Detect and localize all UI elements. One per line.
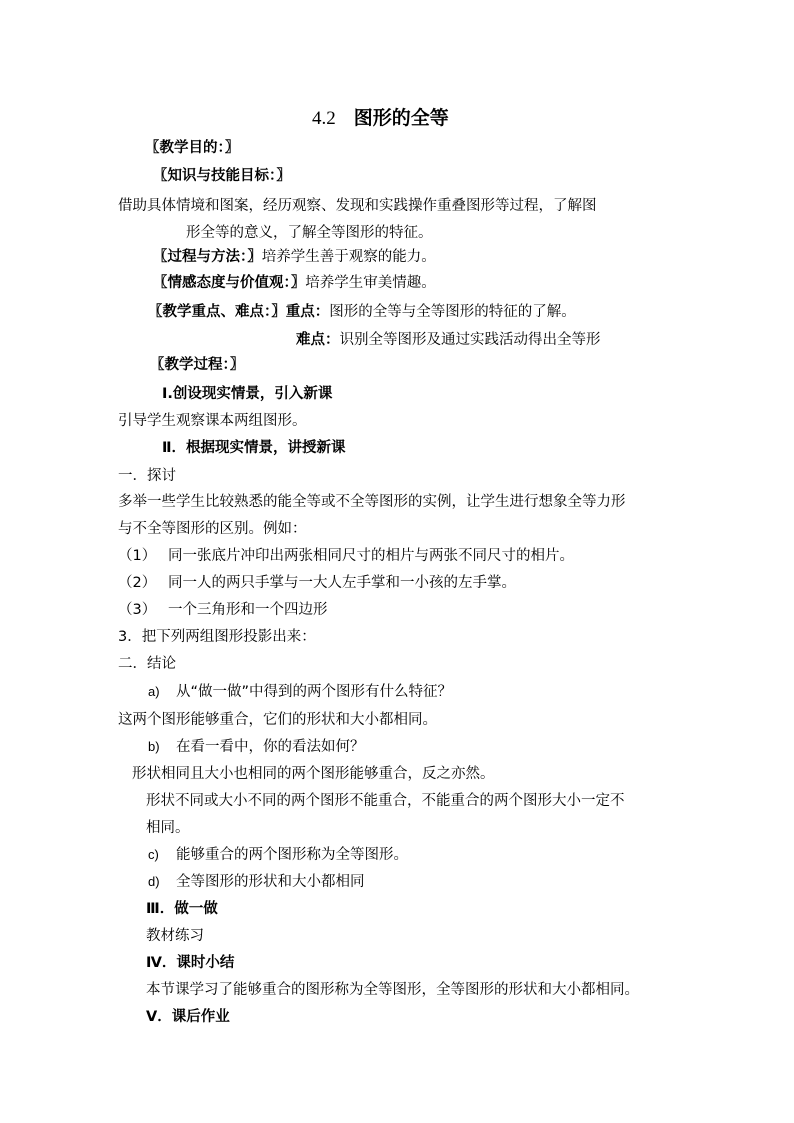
example-text: 同一人的两只手掌与一大人左手掌和一小孩的左手掌。: [168, 575, 516, 591]
question-text: 在看一看中，你的看法如何？: [176, 739, 365, 755]
section-3-text: 教材练习: [146, 928, 204, 944]
example-text: 同一张底片冲印出两张相同尺寸的相片与两张不同尺寸的相片。: [168, 548, 574, 564]
section-5-heading: Ⅴ．课后作业: [146, 1009, 230, 1025]
emotion-text: 培养学生审美情趣。: [305, 275, 436, 291]
process-method-text: 培养学生善于观察的能力。: [261, 249, 436, 265]
example-item: [118, 573, 516, 593]
knowledge-text-line2: 形全等的意义，了解全等图形的特征。: [186, 225, 433, 241]
question-a: [148, 682, 452, 702]
part-1-heading: 一．探讨: [118, 468, 176, 484]
knowledge-text-line1: 借助具体情境和图案，经历观察、发现和实践操作重叠图形等过程，了解图: [118, 198, 597, 214]
section-1-text: 引导学生观察课本两组图形。: [118, 413, 307, 429]
answer-a: 这两个图形能够重合，它们的形状和大小都相同。: [118, 712, 437, 728]
example-item: [118, 600, 328, 620]
emotion-line: [153, 273, 436, 293]
question-marker: a): [148, 684, 160, 699]
teaching-goal-heading: 〖教学目的：〗: [145, 140, 240, 156]
question-text: 能够重合的两个图形称为全等图形。: [176, 847, 408, 863]
section-4-heading: Ⅳ．课时小结: [146, 955, 235, 971]
difficulty-prefix: 难点：: [296, 332, 340, 348]
answer-b: 形状相同且大小也相同的两个图形能够重合，反之亦然。: [132, 766, 495, 782]
question-marker: c): [148, 847, 159, 862]
title-text: 图形的全等: [353, 107, 449, 129]
knowledge-goal-heading: 〖知识与技能目标：〗: [153, 168, 291, 184]
key-points-line: [148, 302, 576, 322]
section-3-heading: Ⅲ．做一做: [146, 901, 218, 917]
key-points-label: 〖教学重点、难点：〗: [148, 304, 286, 320]
section-1-heading: Ⅰ.创设现实情景，引入新课: [162, 386, 333, 402]
part-1-text-line2: 与不全等图形的区别。例如：: [118, 521, 307, 537]
note-b-line1: 形状不同或大小不同的两个图形不能重合，不能重合的两个图形大小一定不: [146, 793, 625, 809]
example-label: （2）: [118, 575, 157, 591]
key-text: 图形的全等与全等图形的特征的了解。: [329, 304, 576, 320]
question-marker: d): [148, 874, 160, 889]
question-d: [148, 872, 365, 892]
part-1-text-line1: 多举一些学生比较熟悉的能全等或不全等图形的实例，让学生进行想象全等力形: [118, 494, 626, 510]
process-method-label: 〖过程与方法：〗: [153, 249, 262, 265]
question-marker: b): [148, 739, 160, 754]
question-text: 全等图形的形状和大小都相同: [176, 874, 365, 890]
example-item: [118, 546, 574, 566]
question-b: [148, 737, 365, 757]
question-c: [148, 845, 408, 865]
example-text: 一个三角形和一个四边形: [168, 602, 328, 618]
item-3: 3．把下列两组图形投影出来：: [118, 629, 316, 645]
key-prefix: 重点：: [285, 304, 330, 320]
example-label: （3）: [118, 602, 157, 618]
note-b-line2: 相同。: [146, 820, 190, 836]
section-4-text: 本节课学习了能够重合的图形称为全等图形，全等图形的形状和大小都相同。: [146, 982, 639, 998]
section-2-heading: Ⅱ．根据现实情景，讲授新课: [162, 440, 346, 456]
difficulty-text: 识别全等图形及通过实践活动得出全等形: [339, 332, 601, 348]
title-number: 4.2: [312, 108, 336, 129]
emotion-label: 〖情感态度与价值观：〗: [153, 275, 306, 291]
question-text: 从“做一做”中得到的两个图形有什么特征？: [176, 684, 453, 700]
difficulty-line: [296, 330, 601, 350]
page-title: [312, 106, 449, 131]
process-heading: 〖教学过程：〗: [150, 357, 245, 373]
process-method-line: [153, 247, 436, 267]
example-label: （1）: [118, 548, 157, 564]
part-2-heading: 二．结论: [118, 656, 176, 672]
